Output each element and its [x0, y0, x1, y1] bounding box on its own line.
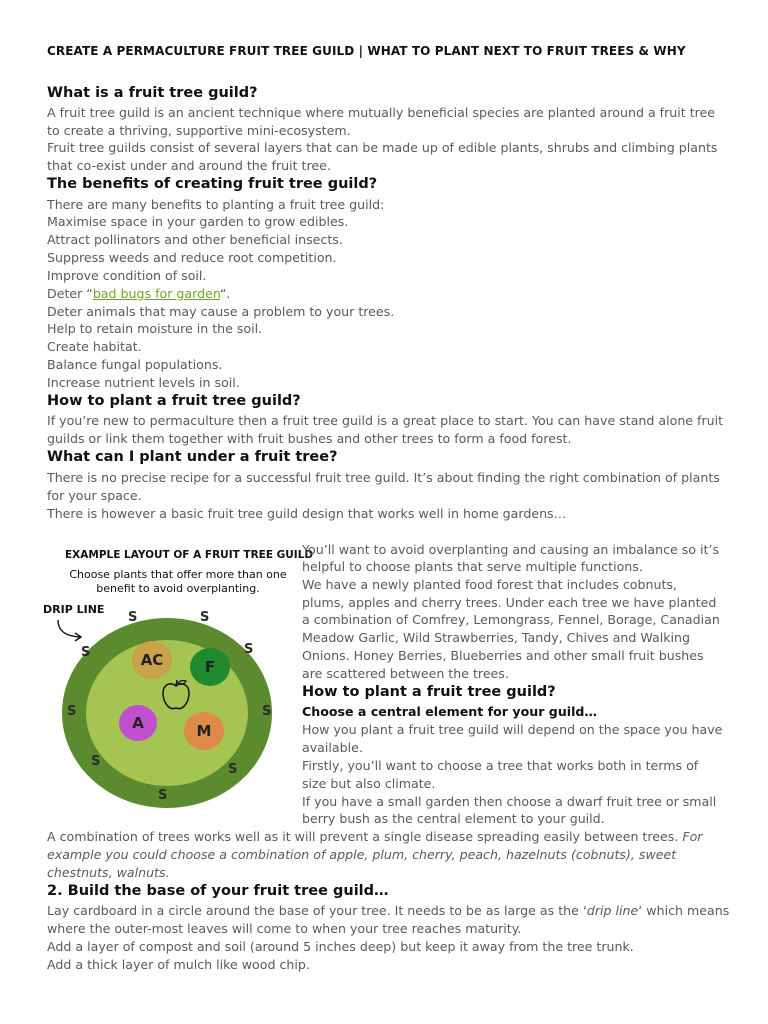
- page-title: CREATE A PERMACULTURE FRUIT TREE GUILD | WHAT TO PLANT NEXT TO FRUIT TREES & WHY: [47, 44, 686, 58]
- list-item: Balance fungal populations.: [47, 357, 223, 372]
- apple-tree-icon: [160, 678, 192, 714]
- paragraph-line: There are many benefits to planting a fruit tree guild:: [47, 197, 385, 212]
- heading-build-base: 2. Build the base of your fruit tree guild…: [47, 883, 389, 899]
- paragraph-line: How you plant a fruit tree guild will depend on the space you have: [302, 722, 723, 737]
- paragraph-line: If you’re new to permaculture then a fruit tree guild is a great place to start. You can have stand alone fruit: [47, 413, 724, 428]
- s-marker: S: [262, 704, 272, 719]
- paragraph-line: Onions. Honey Berries, Blueberries and other small fruit bushes: [302, 648, 704, 663]
- paragraph-line: Add a layer of compost and soil (around 5 inches deep) but keep it away from the tree trunk.: [47, 939, 634, 954]
- combo-italic: For: [682, 829, 703, 844]
- paragraph-line: [47, 902, 729, 920]
- drip-arrow-icon: [54, 618, 88, 642]
- paragraph-line: We have a newly planted food forest that includes cobnuts,: [302, 577, 677, 592]
- s-marker: S: [128, 610, 138, 625]
- s-marker: S: [228, 762, 238, 777]
- combo-line: [47, 828, 703, 846]
- paragraph-line: Meadow Garlic, Wild Strawberries, Tandy, Chives and Walking: [302, 630, 691, 645]
- combo-text: A combination of trees works well as it will prevent a single disease spreading easily between trees.: [47, 829, 679, 844]
- paragraph-line: Firstly, you’ll want to choose a tree that works both in terms of: [302, 758, 699, 773]
- text-segment: Lay cardboard in a circle around the base of your tree. It needs to be as large as the ‘: [47, 903, 587, 918]
- paragraph-line: plums, apples and cherry trees. Under each tree we have planted: [302, 595, 717, 610]
- s-marker: S: [158, 788, 168, 803]
- list-item: Improve condition of soil.: [47, 268, 207, 283]
- combo-line-italic: chestnuts, walnuts.: [47, 865, 170, 880]
- heading-what-to-plant: What can I plant under a fruit tree?: [47, 449, 338, 465]
- plant-a: A: [119, 705, 157, 741]
- paragraph-line: berry bush as the central element to your guild.: [302, 811, 605, 826]
- guild-layout-figure: [40, 540, 314, 812]
- paragraph-line: A fruit tree guild is an ancient technique where mutually beneficial species are planted around a fruit tree: [47, 105, 716, 120]
- paragraph-line: where the outer-most leaves will come to when your tree reaches maturity.: [47, 921, 522, 936]
- s-marker: S: [81, 645, 91, 660]
- paragraph-line: If you have a small garden then choose a dwarf fruit tree or small: [302, 794, 717, 809]
- list-item-deter: [47, 285, 230, 303]
- drip-line-label: DRIP LINE: [43, 603, 105, 616]
- deter-prefix: Deter “: [47, 286, 93, 301]
- list-item: Attract pollinators and other beneficial insects.: [47, 232, 343, 247]
- paragraph-line: a combination of Comfrey, Lemongrass, Fennel, Borage, Canadian: [302, 612, 720, 627]
- plant-f: F: [190, 648, 230, 686]
- list-item: Help to retain moisture in the soil.: [47, 321, 263, 336]
- deter-suffix: “.: [219, 286, 231, 301]
- s-marker: S: [200, 610, 210, 625]
- list-item: Suppress weeds and reduce root competition.: [47, 250, 337, 265]
- paragraph-line: size but also climate.: [302, 776, 436, 791]
- heading-how-to-plant-2: How to plant a fruit tree guild?: [302, 684, 556, 700]
- heading-what-is-guild: What is a fruit tree guild?: [47, 85, 258, 101]
- bad-bugs-link[interactable]: bad bugs for garden: [92, 286, 220, 301]
- heading-benefits: The benefits of creating fruit tree guild?: [47, 176, 378, 192]
- paragraph-line: are scattered between the trees.: [302, 666, 509, 681]
- paragraph-line: Add a thick layer of mulch like wood chip.: [47, 957, 310, 972]
- list-item: Increase nutrient levels in soil.: [47, 375, 240, 390]
- s-marker: S: [67, 704, 77, 719]
- list-item: Maximise space in your garden to grow edibles.: [47, 214, 349, 229]
- paragraph-line: Fruit tree guilds consist of several layers that can be made up of edible plants, shrubs and climbing plants: [47, 140, 718, 155]
- figure-note: Choose plants that offer more than one benefit to avoid overplanting.: [69, 568, 287, 595]
- paragraph-line: helpful to choose plants that serve multiple functions.: [302, 559, 643, 574]
- paragraph-line: There is however a basic fruit tree guild design that works well in home gardens…: [47, 506, 567, 521]
- text-segment: ‘ which means: [638, 903, 730, 918]
- drip-line-term: drip line: [586, 903, 639, 918]
- figure-title: EXAMPLE LAYOUT OF A FRUIT TREE GUILD: [65, 549, 314, 561]
- paragraph-line: to create a thriving, supportive mini-ecosystem.: [47, 123, 351, 138]
- plant-ac: AC: [132, 641, 172, 679]
- paragraph-line: guilds or link them together with fruit bushes and other trees to form a food forest.: [47, 431, 572, 446]
- paragraph-line: for your space.: [47, 488, 142, 503]
- paragraph-line: There is no precise recipe for a successful fruit tree guild. It’s about finding the right combination of plants: [47, 470, 720, 485]
- combo-line-italic: example you could choose a combination of apple, plum, cherry, peach, hazelnuts (cobnuts), sweet: [47, 847, 677, 862]
- s-marker: S: [244, 642, 254, 657]
- subheading-central-element: Choose a central element for your guild…: [302, 704, 598, 719]
- paragraph-line: available.: [302, 740, 363, 755]
- s-marker: S: [91, 754, 101, 769]
- plant-m: M: [184, 712, 224, 750]
- heading-how-to-plant: How to plant a fruit tree guild?: [47, 393, 301, 409]
- list-item: Create habitat.: [47, 339, 142, 354]
- paragraph-line: You’ll want to avoid overplanting and causing an imbalance so it’s: [302, 542, 720, 557]
- list-item: Deter animals that may cause a problem to your trees.: [47, 304, 395, 319]
- paragraph-line: that co-exist under and around the fruit tree.: [47, 158, 331, 173]
